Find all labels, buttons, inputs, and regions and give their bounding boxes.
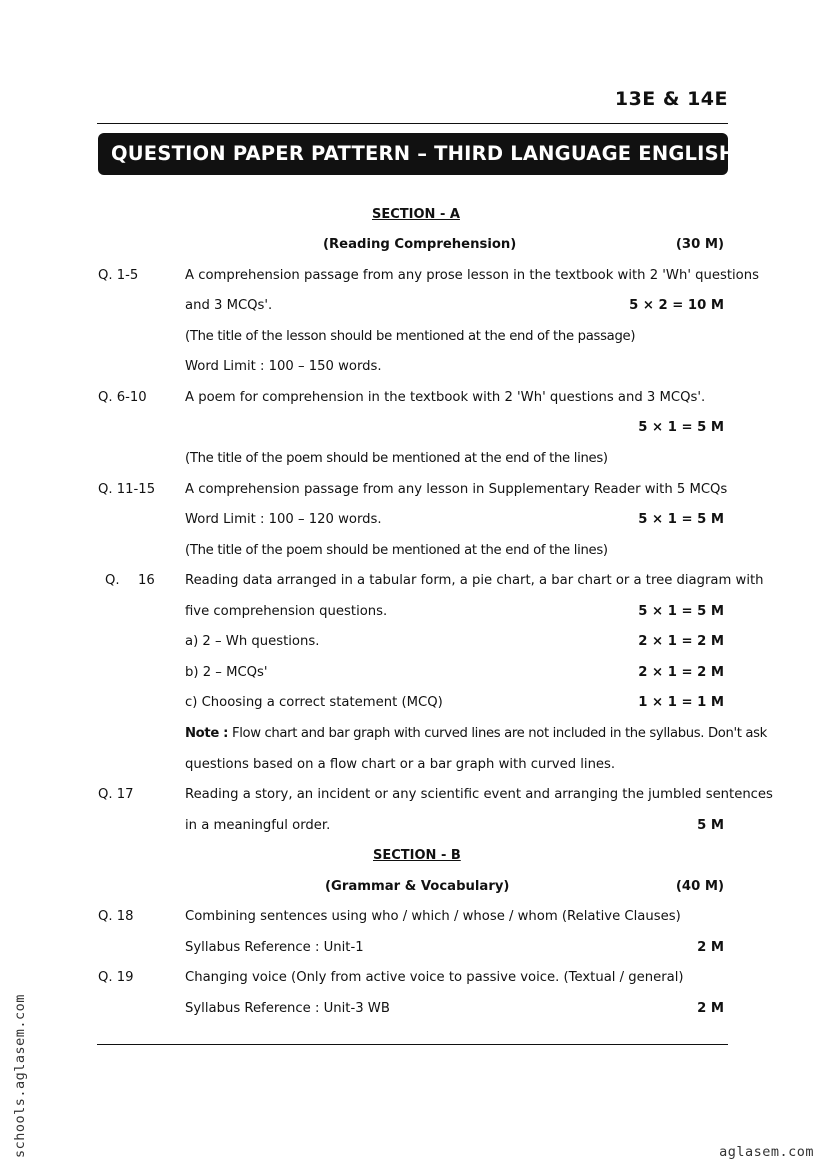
- section-a-title: SECTION - A: [372, 207, 460, 222]
- q18-text-line1: Combining sentences using who / which / whose / whom (Relative Clauses): [185, 909, 681, 924]
- bottom-divider: [97, 1044, 728, 1045]
- q6-10-marks: 5 × 1 = 5 M: [638, 420, 724, 435]
- q6-10-number: Q. 6-10: [98, 390, 147, 405]
- q1-5-word-limit: Word Limit : 100 – 150 words.: [185, 359, 382, 374]
- section-b-subtitle: (Grammar & Vocabulary): [325, 879, 510, 894]
- q16-part-c: c) Choosing a correct statement (MCQ): [185, 695, 443, 710]
- q1-5-number: Q. 1-5: [98, 268, 139, 283]
- note-text: Flow chart and bar graph with curved lines are not included in the syllabus. Don't ask: [228, 726, 767, 741]
- q17-text-line2: in a meaningful order.: [185, 818, 331, 833]
- q1-5-marks: 5 × 2 = 10 M: [629, 298, 724, 313]
- q19-syllabus-ref: Syllabus Reference : Unit-3 WB: [185, 1001, 390, 1016]
- q16-note-line2: questions based on a flow chart or a bar graph with curved lines.: [185, 757, 616, 772]
- q19-marks: 2 M: [697, 1001, 724, 1016]
- q6-10-text-line1: A poem for comprehension in the textbook with 2 'Wh' questions and 3 MCQs'.: [185, 390, 706, 405]
- q16-part-b: b) 2 – MCQs': [185, 665, 268, 680]
- q11-15-marks: 5 × 1 = 5 M: [638, 512, 724, 527]
- section-b-marks: (40 M): [675, 879, 724, 894]
- q1-5-text-line3: (The title of the lesson should be mentioned at the end of the passage): [185, 329, 636, 344]
- q11-15-number: Q. 11-15: [98, 482, 156, 497]
- q16-number: 16: [138, 573, 155, 588]
- q16-number-prefix: Q.: [105, 573, 120, 588]
- q1-5-text-line1: A comprehension passage from any prose lesson in the textbook with 2 'Wh' questions: [185, 268, 759, 283]
- page-title-banner: QUESTION PAPER PATTERN – THIRD LANGUAGE ENGLISH: [98, 133, 728, 175]
- q11-15-text-line3: (The title of the poem should be mentioned at the end of the lines): [185, 543, 608, 558]
- q17-number: Q. 17: [98, 787, 134, 802]
- q16-part-a: a) 2 – Wh questions.: [185, 634, 320, 649]
- q17-marks: 5 M: [697, 818, 724, 833]
- q16-part-a-marks: 2 × 1 = 2 M: [638, 634, 724, 649]
- note-label: Note :: [185, 726, 229, 741]
- q19-number: Q. 19: [98, 970, 134, 985]
- q16-note-line1: [185, 725, 767, 743]
- q16-text-line1: Reading data arranged in a tabular form, a pie chart, a bar chart or a tree diagram with: [185, 573, 764, 588]
- q11-15-text-line1: A comprehension passage from any lesson in Supplementary Reader with 5 MCQs: [185, 482, 728, 497]
- paper-code: 13E & 14E: [614, 88, 728, 110]
- q11-15-word-limit: Word Limit : 100 – 120 words.: [185, 512, 382, 527]
- q1-5-text-line2: and 3 MCQs'.: [185, 298, 273, 313]
- side-watermark: schools.aglasem.com: [12, 994, 28, 1158]
- q16-part-c-marks: 1 × 1 = 1 M: [638, 695, 724, 710]
- q16-part-b-marks: 2 × 1 = 2 M: [638, 665, 724, 680]
- q18-marks: 2 M: [697, 940, 724, 955]
- q16-marks: 5 × 1 = 5 M: [638, 604, 724, 619]
- q16-text-line2: five comprehension questions.: [185, 604, 388, 619]
- q6-10-text-line2: (The title of the poem should be mentioned at the end of the lines): [185, 451, 608, 466]
- top-divider: [97, 123, 728, 124]
- q17-text-line1: Reading a story, an incident or any scientific event and arranging the jumbled sentences: [185, 787, 773, 802]
- section-b-title: SECTION - B: [373, 848, 461, 863]
- footer-watermark: aglasem.com: [719, 1144, 814, 1160]
- section-a-marks: (30 M): [675, 237, 724, 252]
- q18-number: Q. 18: [98, 909, 134, 924]
- section-a-subtitle: (Reading Comprehension): [323, 237, 517, 252]
- q19-text-line1: Changing voice (Only from active voice to passive voice. (Textual / general): [185, 970, 684, 985]
- q18-syllabus-ref: Syllabus Reference : Unit-1: [185, 940, 364, 955]
